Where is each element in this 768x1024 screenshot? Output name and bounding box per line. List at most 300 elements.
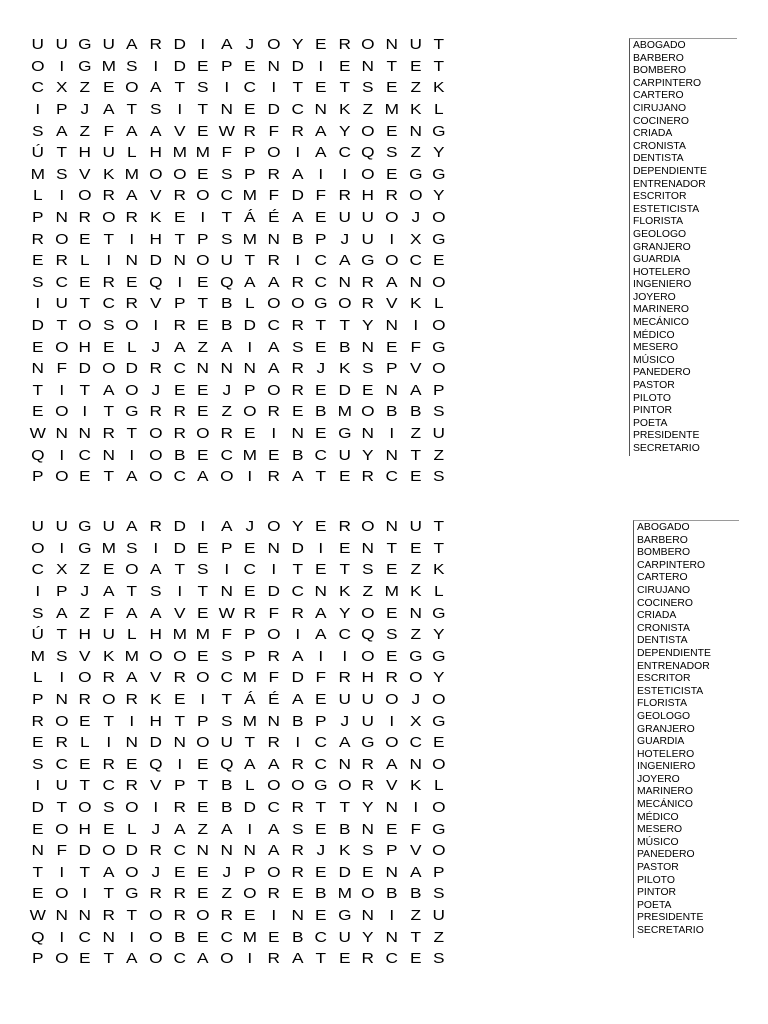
grid-letter: S [433, 403, 445, 421]
grid-letter: I [224, 561, 229, 579]
grid-letter: R [361, 950, 375, 968]
grid-letter: I [247, 468, 253, 486]
grid-letter: S [149, 583, 162, 601]
grid-letter: O [78, 317, 92, 335]
grid-letter: G [432, 122, 446, 140]
grid-row [26, 207, 618, 229]
grid-letter: I [271, 79, 277, 97]
grid-letter: A [126, 468, 138, 486]
grid-letter: O [432, 209, 446, 227]
grid-letter: F [268, 122, 279, 140]
grid-letter: N [102, 446, 115, 464]
grid-letter: K [102, 165, 115, 183]
grid-letter: N [55, 209, 68, 227]
grid-letter: R [173, 317, 186, 335]
grid-letter: O [31, 57, 45, 75]
grid-letter: O [54, 820, 69, 838]
grid-letter: O [432, 799, 446, 817]
grid-letter: E [315, 79, 327, 97]
grid-letter: A [197, 468, 209, 486]
grid-letter: H [361, 669, 375, 687]
grid-letter: N [220, 583, 233, 601]
grid-letter: C [314, 928, 328, 946]
grid-letter: E [197, 755, 209, 773]
grid-letter: I [200, 518, 206, 536]
grid-letter: Z [410, 79, 421, 97]
grid-letter: Z [433, 928, 445, 946]
grid-letter: N [409, 273, 422, 291]
grid-letter: O [196, 252, 210, 270]
word-list-item: ENTRENADOR [633, 178, 706, 190]
word-list-item: POETA [633, 417, 668, 429]
grid-letter: O [243, 403, 257, 421]
grid-letter: N [385, 863, 398, 881]
grid-letter: T [56, 626, 67, 644]
grid-letter: A [173, 820, 186, 838]
grid-letter: O [196, 187, 210, 205]
grid-letter: L [32, 669, 43, 687]
grid-letter: O [408, 669, 422, 687]
grid-letter: N [220, 360, 233, 378]
grid-letter: E [385, 561, 398, 579]
word-list-item: CIRUJANO [633, 102, 687, 114]
grid-letter: P [244, 863, 256, 881]
grid-letter: G [314, 777, 328, 795]
word-list [633, 520, 739, 938]
grid-letter: T [103, 950, 114, 968]
grid-letter: G [78, 518, 92, 536]
grid-letter: H [78, 144, 92, 162]
grid-letter: I [318, 539, 324, 557]
word-list-item: MESERO [633, 342, 679, 354]
grid-letter: P [220, 539, 233, 557]
grid-letter: T [32, 381, 44, 399]
word-list-item: ENTRENADOR [637, 660, 710, 672]
grid-letter: E [362, 381, 374, 399]
grid-letter: N [385, 381, 398, 399]
grid-letter: O [125, 863, 139, 881]
grid-row [26, 77, 618, 99]
grid-letter: A [149, 122, 162, 140]
grid-letter: R [149, 518, 163, 536]
grid-letter: Á [244, 691, 256, 709]
grid-letter: E [291, 885, 304, 903]
grid-letter: D [149, 252, 163, 270]
grid-letter: T [197, 777, 209, 795]
grid-letter: C [173, 950, 186, 968]
grid-row [26, 797, 618, 819]
grid-letter: O [196, 906, 210, 924]
grid-letter: E [197, 863, 209, 881]
grid-letter: Z [79, 122, 91, 140]
word-list-item: COCINERO [633, 115, 689, 127]
grid-letter: O [54, 338, 69, 356]
grid-letter: D [31, 317, 45, 335]
grid-letter: R [267, 734, 280, 752]
grid-letter: G [125, 885, 139, 903]
grid-letter: N [361, 820, 375, 838]
grid-letter: J [151, 820, 161, 838]
grid-letter: Z [79, 79, 91, 97]
grid-letter: E [32, 252, 44, 270]
grid-letter: A [126, 187, 138, 205]
grid-letter: O [101, 842, 116, 860]
grid-letter: U [55, 295, 68, 313]
grid-letter: A [338, 734, 351, 752]
grid-letter: E [197, 799, 209, 817]
word-list-item: PINTOR [633, 405, 673, 417]
grid-letter: P [197, 712, 209, 730]
grid-letter: P [32, 950, 44, 968]
grid-letter: S [385, 144, 398, 162]
grid-letter: B [385, 885, 398, 903]
grid-letter: I [294, 252, 300, 270]
grid-letter: E [385, 165, 398, 183]
grid-letter: R [361, 468, 375, 486]
grid-letter: G [432, 165, 446, 183]
grid-letter: B [338, 338, 351, 356]
grid-letter: R [102, 755, 115, 773]
grid-letter: O [432, 842, 446, 860]
grid-letter: J [340, 712, 349, 730]
grid-letter: T [126, 906, 138, 924]
grid-letter: R [291, 122, 304, 140]
grid-letter: N [102, 928, 115, 946]
grid-letter: R [385, 187, 398, 205]
grid-letter: Y [433, 144, 445, 162]
word-list-item: CARPINTERO [637, 559, 706, 571]
grid-letter: E [385, 338, 398, 356]
grid-letter: N [125, 252, 139, 270]
grid-letter: B [291, 230, 304, 248]
grid-letter: R [125, 691, 139, 709]
word-list-item: PASTOR [633, 380, 675, 392]
word-list-item: FLORISTA [637, 698, 688, 710]
grid-letter: T [56, 799, 67, 817]
grid-letter: N [196, 360, 210, 378]
grid-letter: B [173, 446, 186, 464]
grid-letter: A [126, 950, 138, 968]
grid-letter: O [54, 230, 69, 248]
grid-letter: O [54, 950, 69, 968]
grid-letter: E [79, 273, 91, 291]
grid-letter: R [173, 403, 186, 421]
grid-row [26, 34, 618, 56]
grid-letter: R [361, 273, 375, 291]
grid-letter: E [409, 950, 422, 968]
grid-letter: U [338, 209, 351, 227]
grid-letter: A [102, 101, 115, 119]
letter-grid [26, 34, 618, 487]
grid-letter: R [243, 604, 257, 622]
grid-letter: G [361, 252, 375, 270]
word-list-item: PANEDERO [637, 849, 695, 861]
grid-letter: N [173, 252, 186, 270]
grid-letter: V [409, 360, 422, 378]
grid-letter: E [79, 950, 91, 968]
word-list-item: DEPENDIENTE [637, 647, 711, 659]
grid-letter: O [149, 647, 163, 665]
grid-letter: N [31, 842, 45, 860]
grid-letter: E [126, 273, 138, 291]
grid-letter: N [55, 906, 68, 924]
grid-letter: K [409, 777, 422, 795]
grid-letter: I [294, 144, 300, 162]
grid-letter: A [267, 755, 280, 773]
grid-letter: N [338, 273, 351, 291]
grid-letter: T [339, 799, 350, 817]
grid-letter: I [35, 295, 41, 313]
grid-letter: N [78, 906, 92, 924]
grid-letter: G [314, 295, 328, 313]
grid-letter: I [318, 647, 324, 665]
grid-letter: R [125, 295, 139, 313]
grid-letter: U [220, 252, 233, 270]
grid-letter: P [315, 712, 327, 730]
grid-row [26, 423, 618, 445]
grid-letter: O [149, 468, 163, 486]
grid-letter: E [385, 647, 398, 665]
grid-letter: B [409, 885, 422, 903]
grid-letter: I [58, 446, 64, 464]
grid-letter: N [338, 755, 351, 773]
grid-letter: R [338, 669, 351, 687]
grid-letter: S [102, 799, 115, 817]
grid-letter: O [361, 403, 375, 421]
grid-letter: M [337, 885, 352, 903]
grid-letter: S [55, 647, 68, 665]
grid-letter: E [244, 101, 256, 119]
grid-letter: N [385, 317, 398, 335]
grid-letter: K [409, 295, 422, 313]
grid-letter: F [315, 187, 327, 205]
grid-letter: S [220, 230, 233, 248]
grid-letter: M [172, 626, 187, 644]
word-list-item: PRESIDENTE [637, 912, 704, 924]
word-list-item: GEOLOGO [633, 228, 687, 240]
grid-letter: Z [362, 101, 374, 119]
grid-letter: U [102, 36, 115, 54]
grid-letter: I [153, 317, 159, 335]
grid-row [26, 581, 618, 603]
grid-letter: J [410, 691, 420, 709]
word-list-item: CRONISTA [633, 140, 686, 152]
grid-letter: I [176, 273, 182, 291]
word-list-item: PINTOR [637, 887, 677, 899]
grid-letter: G [125, 403, 139, 421]
grid-letter: E [173, 381, 186, 399]
grid-letter: E [197, 381, 209, 399]
grid-letter: M [242, 187, 258, 205]
grid-letter: T [339, 561, 350, 579]
grid-letter: R [338, 36, 351, 54]
grid-letter: E [79, 712, 91, 730]
grid-letter: K [409, 583, 422, 601]
grid-letter: G [78, 57, 92, 75]
grid-letter: I [58, 863, 64, 881]
grid-letter: A [244, 273, 256, 291]
grid-letter: E [79, 755, 91, 773]
word-list-item: PASTOR [637, 862, 679, 874]
grid-letter: E [197, 928, 209, 946]
grid-letter: P [244, 144, 256, 162]
grid-letter: M [124, 647, 140, 665]
grid-letter: O [149, 424, 163, 442]
grid-letter: E [409, 539, 422, 557]
grid-letter: R [220, 424, 233, 442]
grid-letter: T [315, 799, 327, 817]
grid-letter: C [291, 583, 304, 601]
grid-letter: O [101, 360, 116, 378]
grid-letter: I [106, 734, 111, 752]
grid-letter: E [197, 273, 209, 291]
grid-letter: M [195, 144, 211, 162]
word-list-item: DENTISTA [637, 635, 688, 647]
grid-row [26, 602, 618, 624]
word-list-item: MECÁNICO [637, 799, 693, 811]
grid-letter: O [361, 885, 375, 903]
grid-letter: B [220, 777, 233, 795]
grid-letter: L [434, 101, 444, 119]
grid-letter: F [103, 122, 114, 140]
grid-letter: A [267, 842, 280, 860]
grid-letter: W [218, 604, 235, 622]
grid-letter: A [409, 381, 422, 399]
grid-letter: N [220, 842, 233, 860]
grid-letter: E [197, 604, 209, 622]
grid-letter: X [409, 230, 422, 248]
grid-letter: L [434, 583, 444, 601]
grid-letter: T [103, 712, 114, 730]
grid-letter: I [82, 885, 88, 903]
grid-letter: Y [362, 799, 374, 817]
grid-row [26, 948, 618, 970]
grid-letter: K [433, 79, 445, 97]
grid-letter: E [197, 403, 209, 421]
grid-letter: G [408, 165, 422, 183]
word-list-item: MÉDICO [633, 329, 675, 341]
grid-letter: O [384, 209, 399, 227]
grid-letter: V [79, 165, 91, 183]
grid-letter: M [384, 583, 399, 601]
grid-letter: O [361, 165, 375, 183]
grid-letter: H [78, 626, 92, 644]
grid-letter: T [315, 950, 327, 968]
grid-letter: P [433, 863, 445, 881]
grid-letter: D [78, 360, 92, 378]
word-list-item: MÚSICO [637, 836, 679, 848]
grid-row [26, 754, 618, 776]
grid-letter: O [219, 468, 234, 486]
grid-letter: O [219, 950, 234, 968]
grid-letter: F [410, 820, 421, 838]
grid-letter: L [434, 295, 444, 313]
grid-letter: R [291, 381, 304, 399]
grid-letter: C [173, 468, 186, 486]
grid-letter: A [220, 820, 233, 838]
grid-letter: Z [221, 403, 232, 421]
grid-letter: I [153, 539, 159, 557]
grid-letter: T [126, 583, 138, 601]
grid-letter: V [149, 669, 162, 687]
grid-letter: U [102, 518, 115, 536]
word-list-item: MÚSICO [633, 354, 675, 366]
grid-letter: N [220, 101, 233, 119]
grid-letter: T [410, 446, 421, 464]
grid-letter: M [337, 403, 352, 421]
grid-letter: L [80, 734, 90, 752]
grid-letter: D [31, 799, 45, 817]
grid-letter: O [361, 604, 375, 622]
grid-letter: U [361, 209, 375, 227]
grid-letter: T [32, 863, 44, 881]
grid-letter: A [291, 209, 304, 227]
grid-letter: P [55, 583, 68, 601]
grid-letter: T [433, 57, 445, 75]
grid-letter: E [32, 885, 44, 903]
grid-letter: V [173, 122, 186, 140]
grid-letter: I [412, 799, 418, 817]
grid-letter: T [126, 424, 138, 442]
grid-letter: F [103, 604, 114, 622]
grid-letter: O [267, 295, 281, 313]
grid-letter: S [149, 101, 162, 119]
grid-letter: O [54, 403, 69, 421]
grid-row [26, 293, 618, 315]
grid-letter: K [102, 647, 115, 665]
grid-letter: A [197, 950, 209, 968]
grid-letter: G [432, 647, 446, 665]
grid-letter: O [101, 209, 116, 227]
grid-letter: T [103, 885, 114, 903]
grid-letter: H [149, 626, 163, 644]
grid-letter: L [245, 777, 255, 795]
grid-letter: M [242, 712, 258, 730]
grid-letter: R [149, 360, 163, 378]
grid-letter: N [243, 842, 257, 860]
grid-letter: Q [31, 928, 45, 946]
grid-letter: P [315, 230, 327, 248]
grid-row [26, 818, 618, 840]
grid-letter: E [338, 950, 351, 968]
grid-letter: N [409, 604, 422, 622]
word-list-item: FLORISTA [633, 216, 684, 228]
grid-letter: V [409, 842, 422, 860]
grid-letter: E [315, 338, 327, 356]
grid-row [26, 272, 618, 294]
word-list-item: DENTISTA [633, 153, 684, 165]
grid-letter: O [408, 187, 422, 205]
grid-letter: N [409, 122, 422, 140]
grid-letter: I [200, 36, 206, 54]
grid-letter: A [55, 122, 68, 140]
grid-row [26, 667, 618, 689]
grid-letter: D [173, 518, 186, 536]
word-list-item: PILOTO [633, 392, 671, 404]
grid-letter: I [153, 57, 159, 75]
grid-letter: A [173, 338, 186, 356]
grid-letter: H [361, 187, 375, 205]
grid-letter: N [78, 424, 92, 442]
grid-letter: N [55, 691, 68, 709]
grid-letter: X [55, 79, 68, 97]
grid-letter: I [106, 252, 111, 270]
grid-letter: Y [338, 604, 351, 622]
grid-letter: C [385, 950, 398, 968]
grid-letter: I [389, 230, 395, 248]
grid-letter: R [102, 669, 115, 687]
grid-letter: C [31, 79, 45, 97]
